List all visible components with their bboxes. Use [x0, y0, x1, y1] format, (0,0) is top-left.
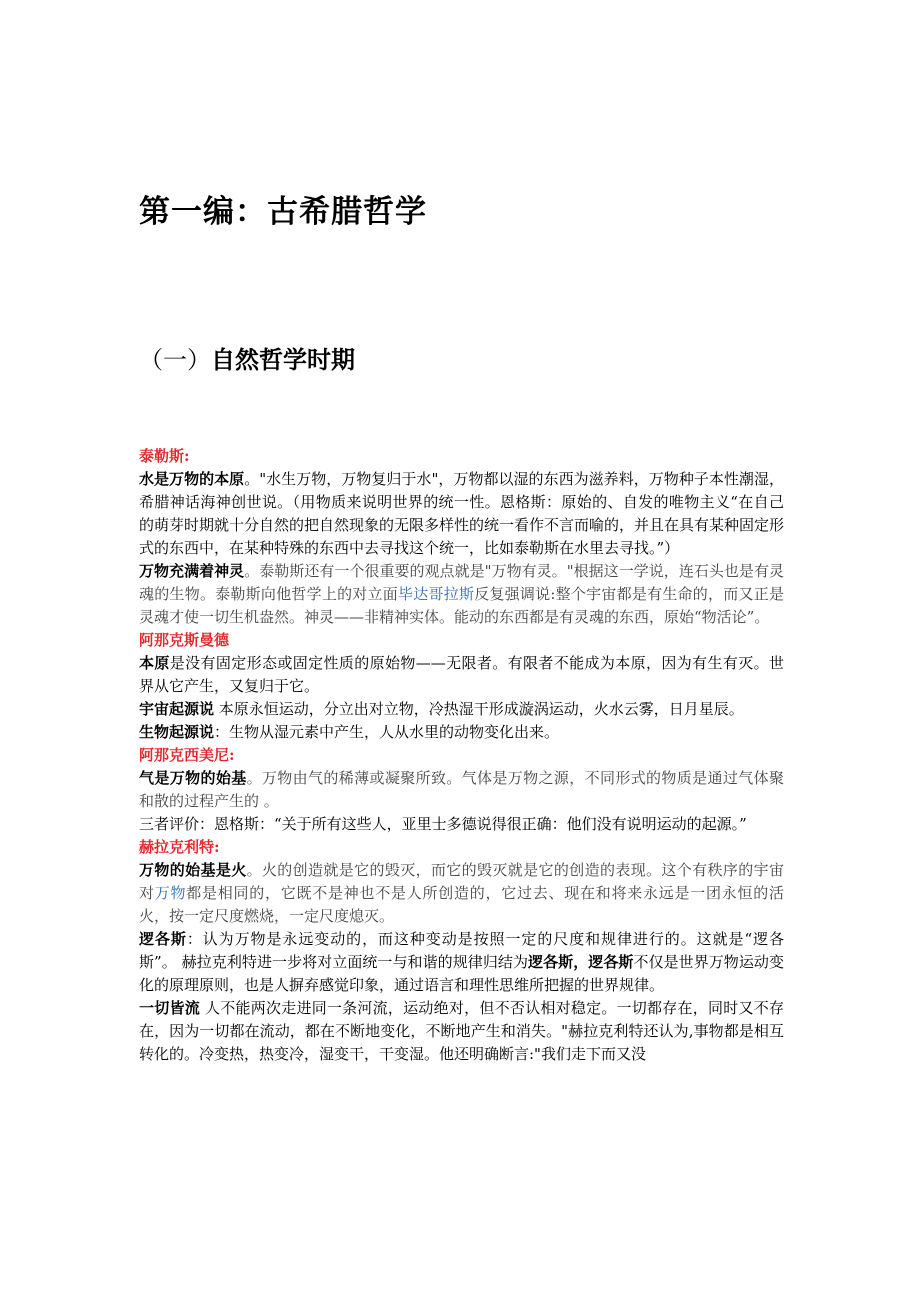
section-heading	[139, 340, 355, 375]
link-pythagoras[interactable]: 毕达哥拉斯	[398, 585, 475, 603]
term: 万物的始基是火	[139, 861, 247, 879]
paragraph: 三者评价：恩格斯：“关于所有这些人，亚里士多德说得很正确：他们没有说明运动的起源。”	[139, 815, 747, 833]
term: 气是万物的始基	[139, 769, 247, 787]
philosopher-heading-heraclitus: 赫拉克利特:	[139, 838, 220, 856]
paragraph: 一切皆流 人不能两次走进同一条河流，运动绝对，但不否认相对稳定。一切都存在，同时又不存在，因为一切都在流动，都在不断地变化，不断地产生和消失。"赫拉克利特还认为,事物都是相互转化的。冷变热，热变冷，湿变干，干变湿。他还明确断言:"我们走下而又没	[139, 999, 784, 1063]
paragraph: 气是万物的始基。万物由气的稀薄或凝聚所致。气体是万物之源，不同形式的物质是通过气体聚和散的过程产生的 。	[139, 769, 784, 810]
paragraph: 宇宙起源说 本原永恒运动，分立出对立物，冷热湿干形成漩涡运动，火水云雾，日月星辰。	[139, 700, 744, 718]
term: 宇宙起源说	[139, 700, 215, 718]
term: 万物充满着神灵	[139, 562, 245, 580]
term: 逻各斯，逻各斯	[528, 953, 634, 971]
philosopher-heading-anaximander: 阿那克斯曼德	[139, 631, 230, 649]
term: 一切皆流	[139, 999, 200, 1017]
section-number: （一）	[139, 346, 211, 374]
paragraph: 本原是没有固定形态或固定性质的原始物——无限者。有限者不能成为本原，因为有生有灭。世界从它产生，又复归于它。	[139, 654, 784, 695]
section-title: 自然哲学时期	[211, 346, 355, 374]
page-title: 第一编：古希腊哲学	[139, 194, 427, 230]
term: 水是万物的本原	[139, 470, 245, 488]
term: 本原	[139, 654, 170, 672]
paragraph: 水是万物的本原。"水生万物，万物复归于水"，万物都以湿的东西为滋养料，万物种子本性潮湿，希腊神话海神创世说。（用物质来说明世界的统一性。恩格斯：原始的、自发的唯物主义“在自己的萌芽时期就十分自然的把自然现象的无限多样性的统一看作不言而喻的，并且在具有某种固定形式的东西中，在某种特殊的东西中去寻找这个统一，比如泰勒斯在水里去寻找。”）	[139, 470, 785, 557]
document-body	[139, 445, 784, 1066]
paragraph: 生物起源说：生物从湿元素中产生，人从水里的动物变化出来。	[139, 723, 560, 741]
paragraph: 万物的始基是火。火的创造就是它的毁灭，而它的毁灭就是它的创造的表现。这个有秩序的宇宙对万物都是相同的，它既不是神也不是人所创造的，它过去、现在和将来永远是一团永恒的活火，按一定尺度燃烧，一定尺度熄灭。	[139, 861, 784, 925]
term: 逻各斯	[139, 930, 187, 948]
philosopher-heading-thales: 泰勒斯:	[139, 447, 190, 465]
paragraph: 万物充满着神灵。泰勒斯还有一个很重要的观点就是"万物有灵。"根据这一学说，连石头也是有灵魂的生物。泰勒斯向他哲学上的对立面毕达哥拉斯反复强调说:整个宇宙都是有生命的，而又正是灵魂才使一切生机盎然。神灵——非精神实体。能动的东西都是有灵魂的东西，原始“物活论”。	[139, 562, 784, 626]
link-wanwu[interactable]: 万物	[154, 884, 187, 902]
paragraph: 逻各斯：认为万物是永远变动的，而这种变动是按照一定的尺度和规律进行的。这就是“逻各斯”。 赫拉克利特进一步将对立面统一与和谐的规律归结为逻各斯，逻各斯不仅是世界万物运动变化的原理原则，也是人摒弃感觉印象，通过语言和理性思维所把握的世界规律。	[139, 930, 784, 994]
philosopher-heading-anaximenes: 阿那克西美尼:	[139, 746, 235, 764]
term: 生物起源说	[139, 723, 215, 741]
